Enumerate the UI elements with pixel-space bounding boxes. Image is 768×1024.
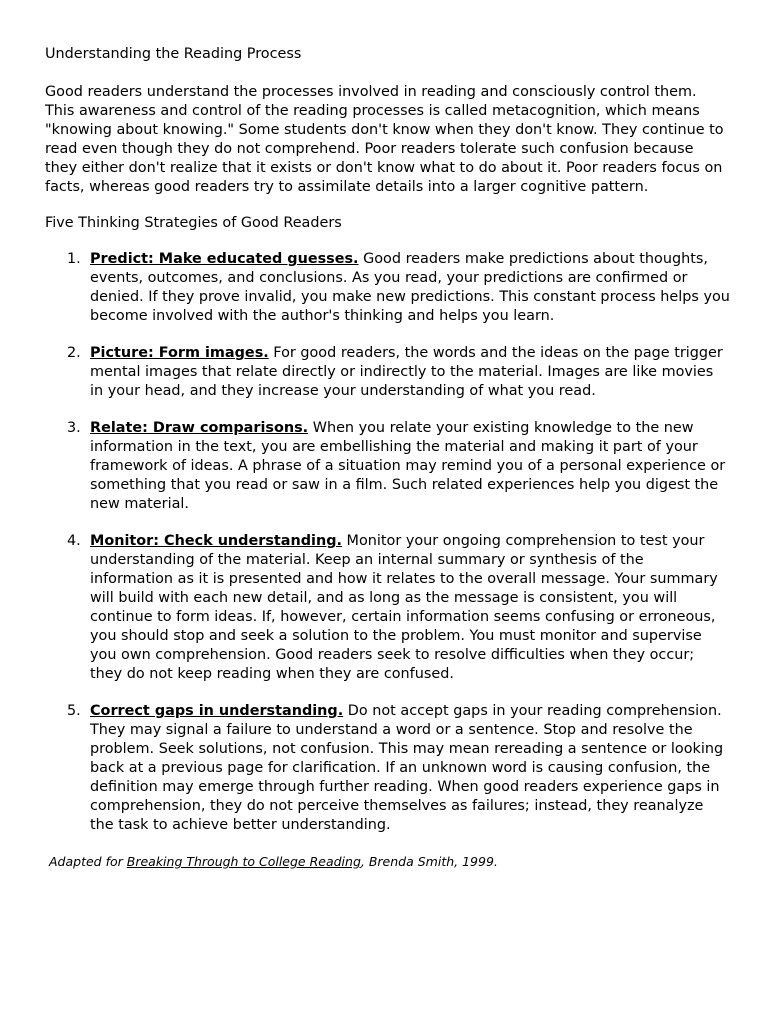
intro-paragraph: Good readers understand the processes involved in reading and consciously control them. This awareness and control of the reading processes is called metacognition, which means "knowing about knowing." Some students don't know when they don't know. They continue to read even though they do not comprehend. Poor readers tolerate such confusion because they either don't realize that it exists or don't know what to do about it. Poor readers focus on facts, whereas good readers try to assimilate details into a larger cognitive pattern. <box>45 84 724 195</box>
citation-suffix: , Brenda Smith, 1999. <box>360 854 498 869</box>
page-title: Understanding the Reading Process <box>45 46 302 62</box>
list-item-text: Do not accept gaps in your reading comprehension. They may signal a failure to understand a word or a sentence. Stop and resolve the problem. Seek solutions, not confusion. This may mean rereading a sentence or looking back at a previous page for clarification. If an unknown word is causing confusion, the definition may emerge through further reading. When good readers experience gaps in comprehension, they do not perceive themselves as failures; instead, they reanalyze the task to achieve better understanding. <box>90 703 724 833</box>
list-item-lead: Predict: Make educated guesses. <box>90 251 359 267</box>
citation-book-title: Breaking Through to College Reading <box>126 854 361 869</box>
list-item-number: 1. <box>67 251 81 267</box>
citation <box>49 853 730 870</box>
list-item-lead: Correct gaps in understanding. <box>90 703 344 719</box>
list-item-text: Good readers make predictions about thoughts, events, outcomes, and conclusions. As you read, your predictions are confirmed or denied. If they prove invalid, you make new predictions. This constant process helps you become involved with the author's thinking and helps you learn. <box>90 251 730 324</box>
list-item <box>45 532 730 684</box>
list-item-number: 2. <box>67 345 81 361</box>
list-item-text: For good readers, the words and the ideas on the page trigger mental images that relate directly or indirectly to the material. Images are like movies in your head, and they increase your understanding of what you read. <box>90 345 723 399</box>
list-item <box>45 344 730 401</box>
list-item-number: 3. <box>67 420 81 436</box>
list-item <box>45 250 730 326</box>
list-item <box>45 419 730 514</box>
document-page <box>45 45 730 870</box>
strategies-list <box>45 250 730 835</box>
citation-prefix: Adapted for <box>49 854 127 869</box>
list-item-text: Monitor your ongoing comprehension to test your understanding of the material. Keep an internal summary or synthesis of the information as it is presented and how it relates to the overall message. Your summary will build with each new detail, and as long as the message is consistent, you will continue to form ideas. If, however, certain information seems confusing or erroneous, you should stop and seek a solution to the problem. You must monitor and supervise you own comprehension. Good readers seek to resolve difficulties when they occur; they do not keep reading when they are confused. <box>90 533 718 682</box>
strategies-heading: Five Thinking Strategies of Good Readers <box>45 215 342 231</box>
list-item-lead: Picture: Form images. <box>90 345 269 361</box>
list-item-lead: Monitor: Check understanding. <box>90 533 342 549</box>
list-item-number: 5. <box>67 703 81 719</box>
list-item-number: 4. <box>67 533 81 549</box>
list-item-lead: Relate: Draw comparisons. <box>90 420 309 436</box>
list-item-text: When you relate your existing knowledge to the new information in the text, you are embellishing the material and making it part of your framework of ideas. A phrase of a situation may remind you of a personal experience or something that you read or saw in a film. Such related experiences help you digest the new material. <box>90 420 726 512</box>
list-item <box>45 702 730 835</box>
